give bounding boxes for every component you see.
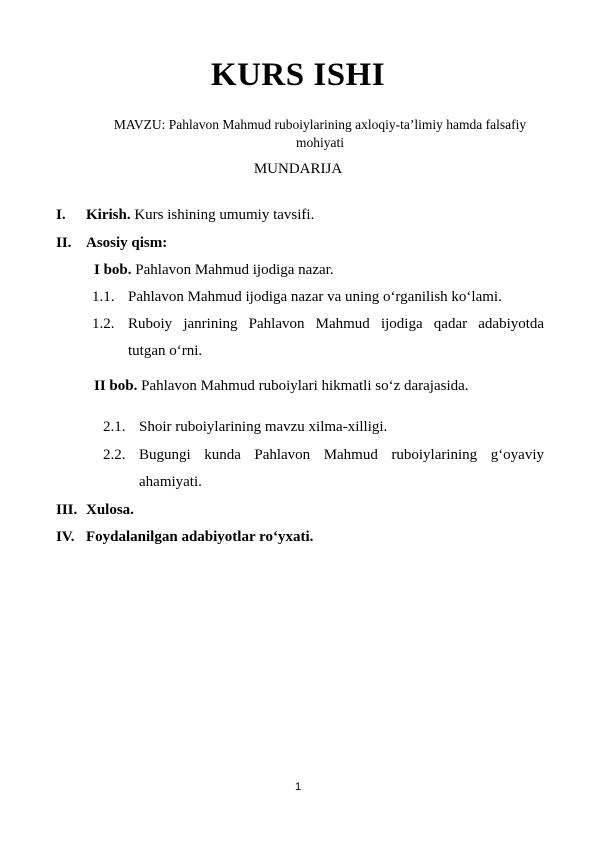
toc-i-text: Kurs ishining umumiy tavsifi. (130, 207, 315, 223)
subject-line-2: mohiyati (296, 135, 344, 150)
toc-heading: MUNDARIJA (253, 161, 343, 177)
toc-2-2-text: Bugungi kunda Pahlavon Mahmud ruboiylarining g‘oyaviy (139, 447, 545, 463)
toc-chapter-1-label: I bob. (94, 262, 132, 278)
toc-1-2-text: Ruboiy janrining Pahlavon Mahmud ijodiga qadar adabiyotda (128, 316, 545, 332)
toc-2-1-number: 2.1. (103, 419, 126, 435)
toc-2-2-continuation: ahamiyati. (139, 474, 202, 490)
toc-ii-number: II. (56, 235, 72, 251)
toc-i-label: Kirish. (86, 207, 131, 223)
toc-iv-number: IV. (56, 529, 75, 545)
toc-chapter-1-text: Pahlavon Mahmud ijodiga nazar. (131, 262, 334, 278)
toc-iii-label: Xulosa. (86, 502, 134, 518)
subject-line (100, 116, 540, 152)
toc-2-1-text: Shoir ruboiylarining mavzu xilma-xilligi. (139, 419, 388, 435)
toc-chapter-2-text: Pahlavon Mahmud ruboiylari hikmatli so‘z darajasida. (137, 378, 469, 394)
toc-iv-label: Foydalanilgan adabiyotlar ro‘yxati. (86, 529, 314, 545)
page-number: 1 (294, 781, 302, 793)
toc-iii-number: III. (56, 502, 78, 518)
toc-1-1-text: Pahlavon Mahmud ijodiga nazar va uning o‘rganilish ko‘lami. (128, 289, 502, 305)
toc-iii-entry (86, 502, 134, 519)
subject-line-1: MAVZU: Pahlavon Mahmud ruboiylarining axloqiy-ta’limiy hamda falsafiy (113, 117, 527, 132)
toc-iv-entry (86, 529, 313, 546)
toc-1-2-continuation: tutgan o‘rni. (128, 343, 203, 359)
toc-2-2-number: 2.2. (103, 447, 126, 463)
toc-1-2-number: 1.2. (92, 316, 115, 332)
toc-chapter-1 (94, 262, 334, 279)
toc-ii-entry (86, 235, 167, 252)
toc-chapter-2 (94, 378, 469, 395)
toc-i-entry (86, 207, 314, 224)
document-title: KURS ISHI (210, 57, 386, 93)
toc-ii-label: Asosiy qism: (86, 235, 168, 251)
toc-1-1-number: 1.1. (92, 289, 115, 305)
toc-chapter-2-label: II bob. (94, 378, 138, 394)
toc-i-number: I. (56, 207, 66, 223)
